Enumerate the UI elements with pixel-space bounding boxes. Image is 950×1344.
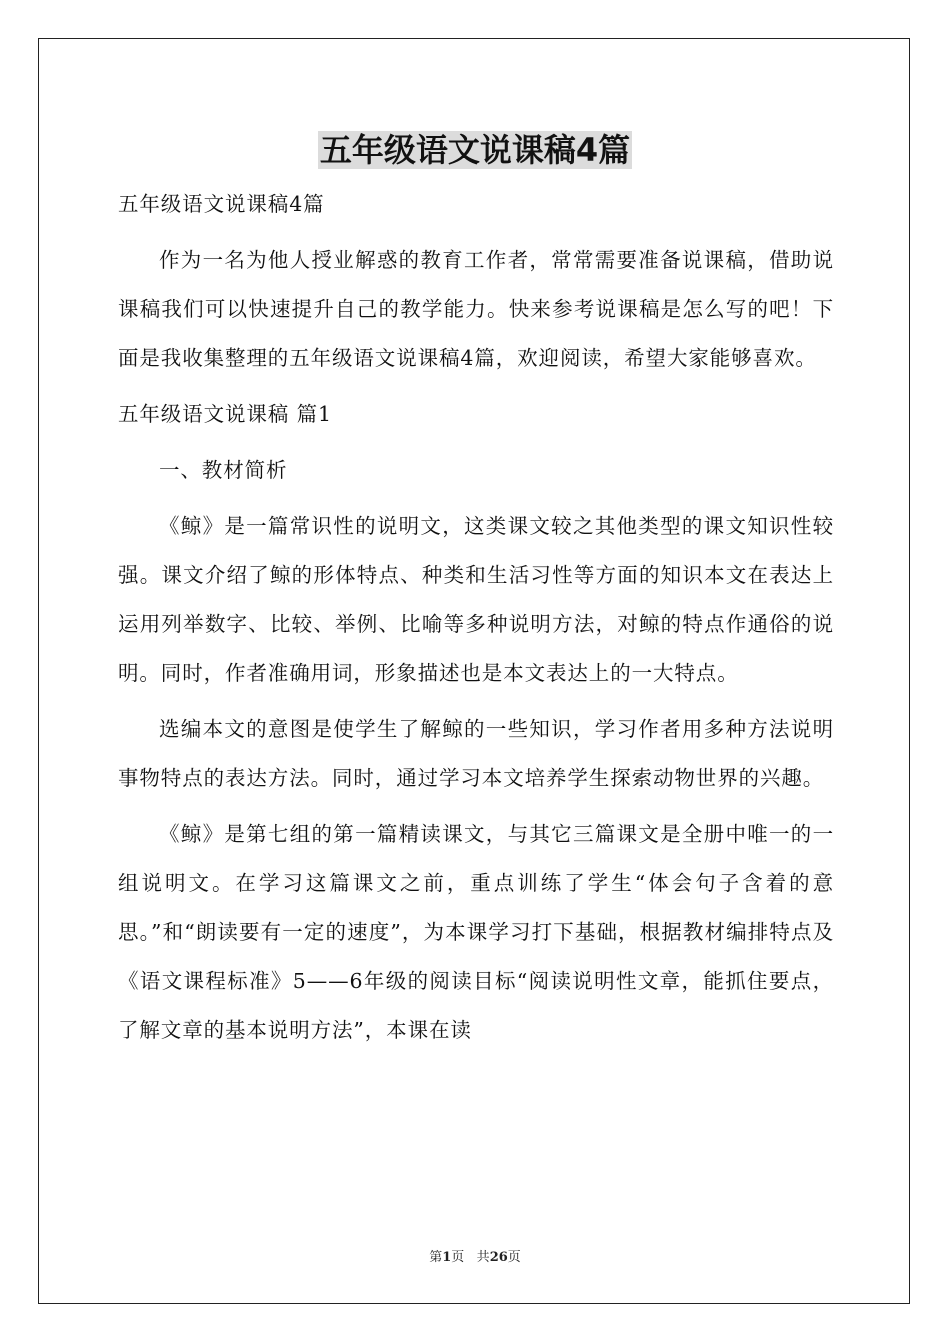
document-subtitle: 五年级语文说课稿4篇	[118, 192, 325, 216]
page-unit: 页	[451, 1250, 465, 1265]
page-footer	[0, 1246, 950, 1265]
page-total: 26	[489, 1250, 508, 1265]
total-unit: 页	[507, 1250, 521, 1265]
document-body	[118, 180, 834, 1062]
document-title-text: 五年级语文说课稿4篇	[319, 131, 631, 169]
body-paragraph: 《鲸》是第七组的第一篇精读课文，与其它三篇课文是全册中唯一的一组说明文。在学习这篇课文之前，重点训练了学生“体会句子含着的意思。”和“朗读要有一定的速度”，为本课学习打下基础，根据教材编排特点及《语文课程标准》5——6年级的阅读目标“阅读说明性文章，能抓住要点，了解文章的基本说明方法”，本课在读	[118, 822, 834, 1042]
intro-paragraph: 作为一名为他人授业解惑的教育工作者，常常需要准备说课稿，借助说课稿我们可以快速提升自己的教学能力。快来参考说课稿是怎么写的吧！下面是我收集整理的五年级语文说课稿4篇，欢迎阅读，希望大家能够喜欢。	[118, 248, 834, 370]
page-number: 1	[442, 1250, 452, 1265]
document-title	[0, 128, 950, 172]
subheading: 一、教材简析	[159, 458, 288, 482]
page-prefix: 第	[429, 1250, 443, 1265]
section-heading: 五年级语文说课稿 篇1	[118, 402, 332, 426]
body-paragraph: 选编本文的意图是使学生了解鲸的一些知识，学习作者用多种方法说明事物特点的表达方法。同时，通过学习本文培养学生探索动物世界的兴趣。	[118, 717, 834, 790]
body-paragraph: 《鲸》是一篇常识性的说明文，这类课文较之其他类型的课文知识性较强。课文介绍了鲸的形体特点、种类和生活习性等方面的知识本文在表达上运用列举数字、比较、举例、比喻等多种说明方法，对鲸的特点作通俗的说明。同时，作者准确用词，形象描述也是本文表达上的一大特点。	[118, 514, 834, 685]
total-prefix: 共	[476, 1250, 490, 1265]
